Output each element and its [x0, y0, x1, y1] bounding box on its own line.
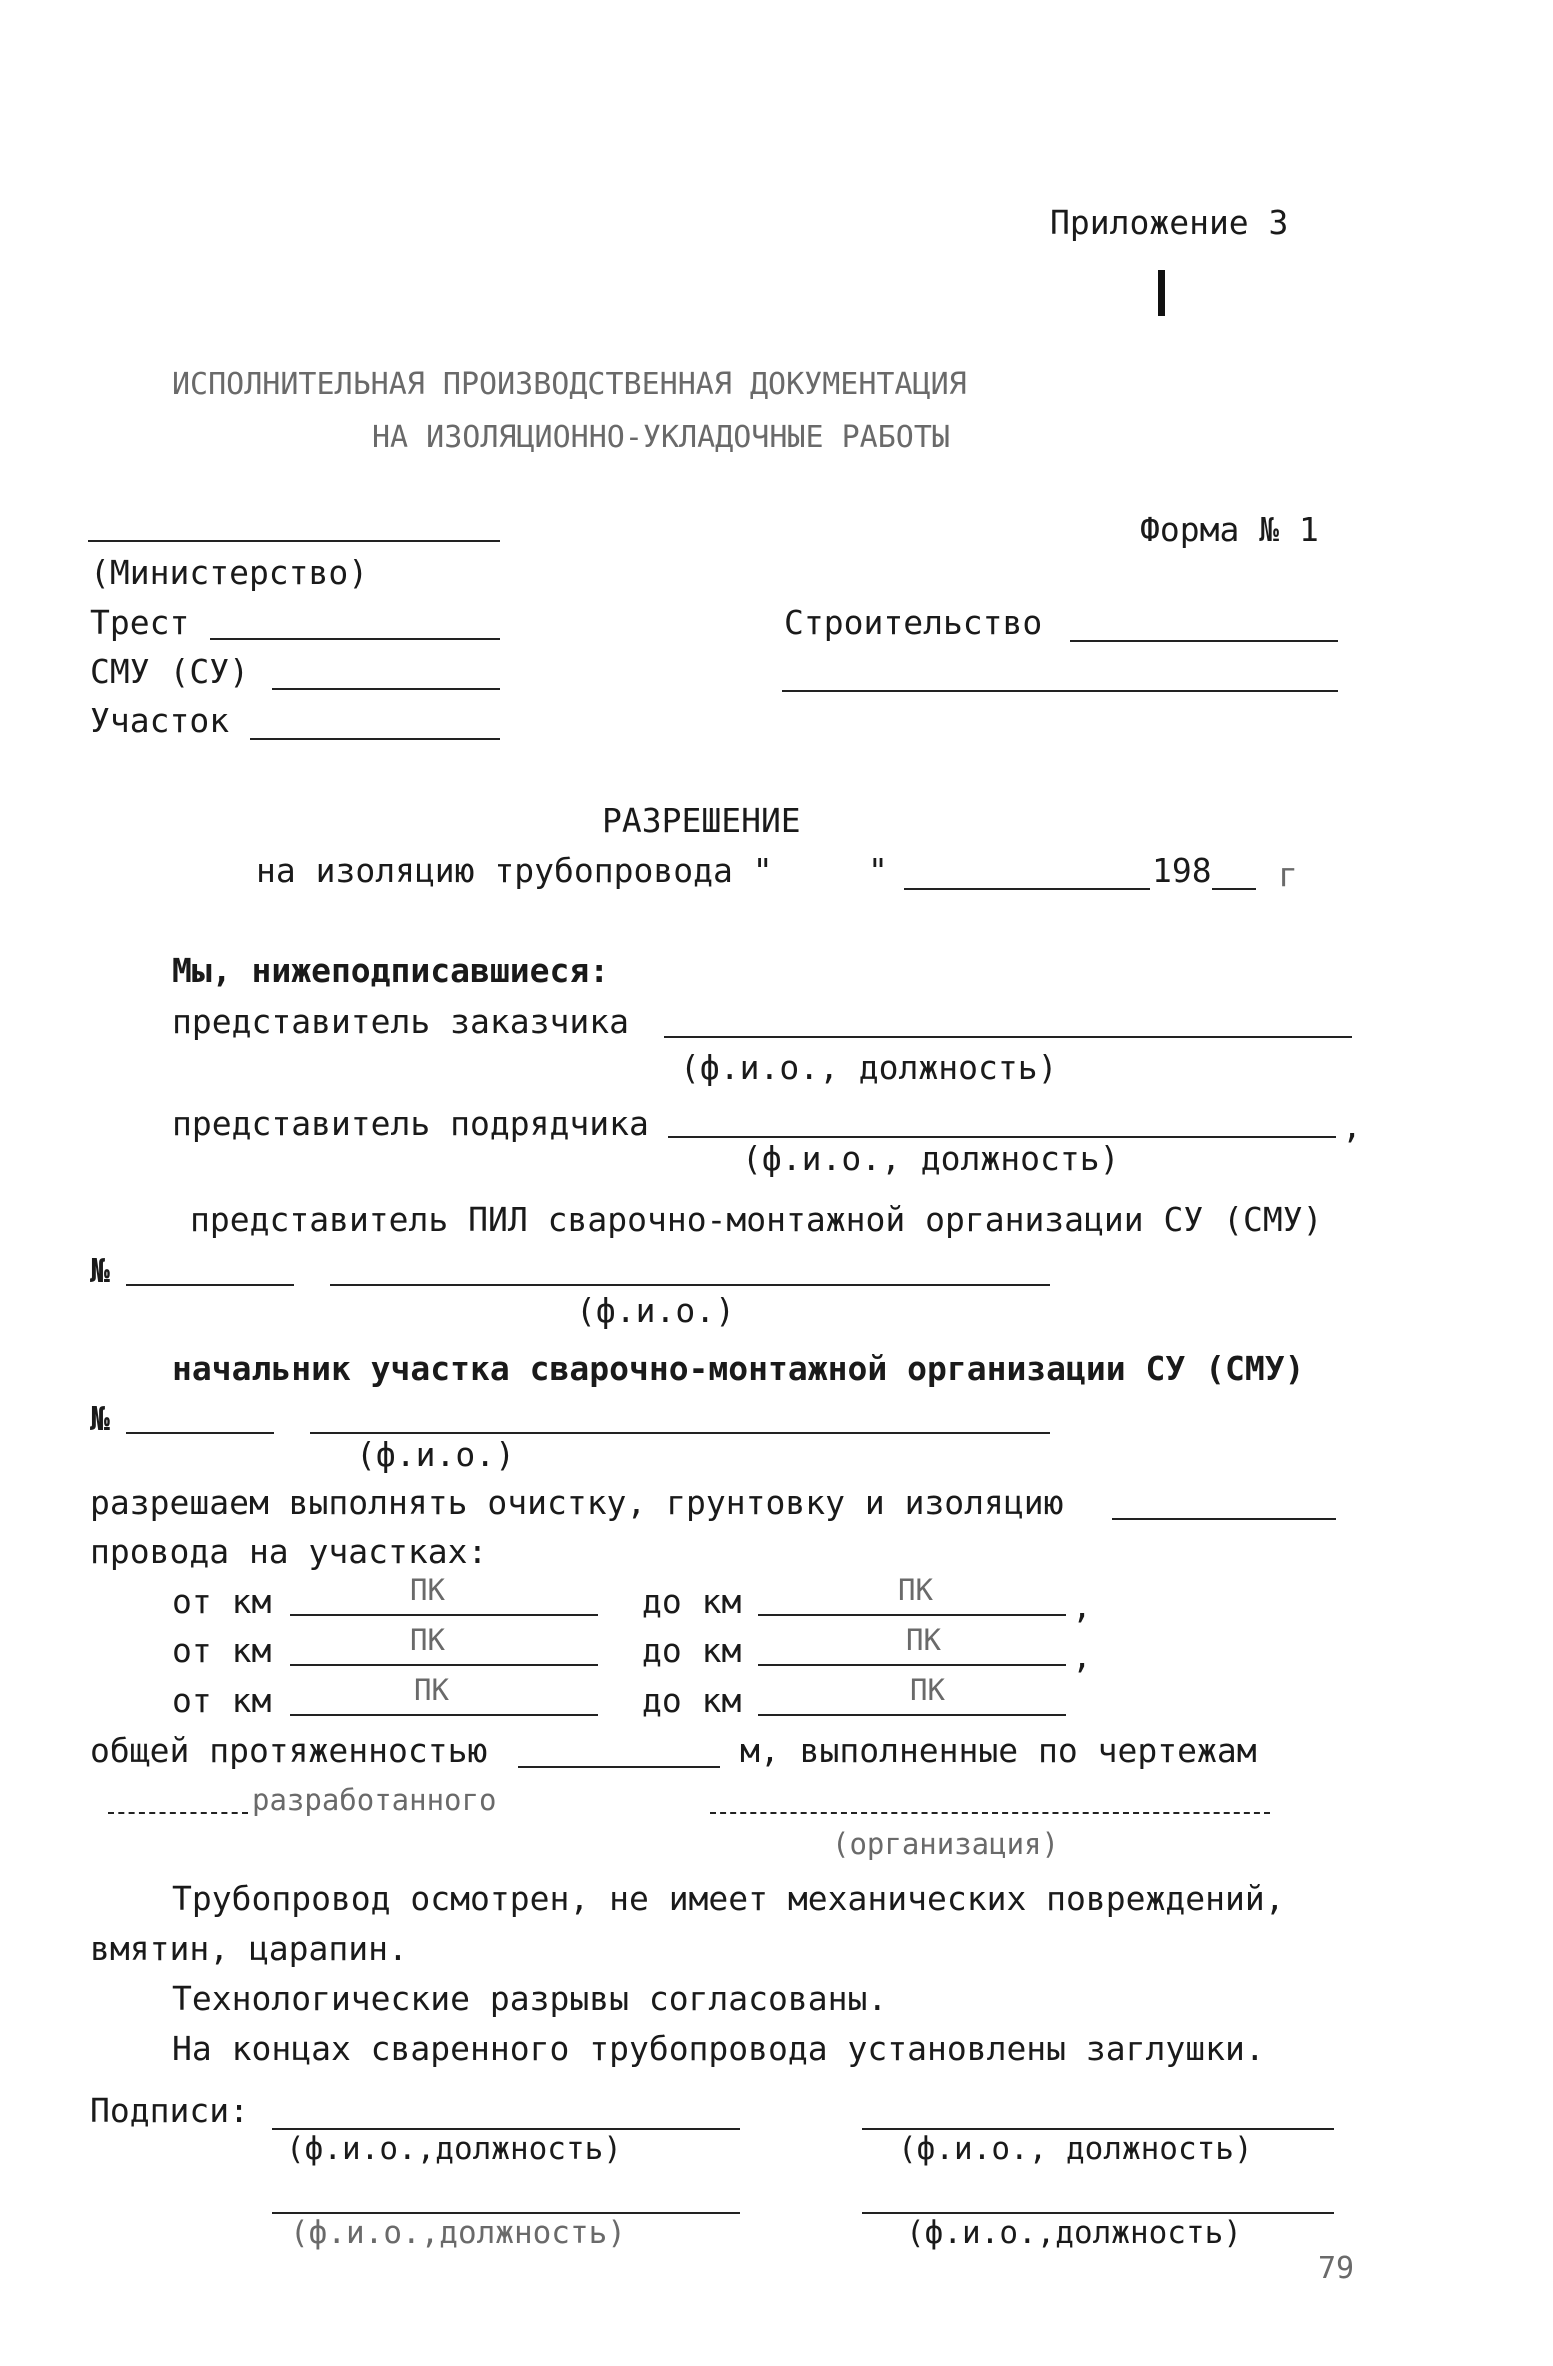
date-year: 198	[1152, 851, 1212, 890]
construction-line	[1070, 640, 1338, 642]
chief-name-caption: (ф.и.о.)	[356, 1435, 515, 1474]
signatures-label: Подписи:	[90, 2091, 249, 2130]
segment-end: ,	[1072, 1587, 1092, 1626]
developed-label: разработанного	[252, 1783, 497, 1817]
chief-number-line	[126, 1432, 274, 1434]
note-plugs: На концах сваренного трубопровода установлены заглушки.	[172, 2029, 1265, 2068]
date-line	[904, 888, 1150, 890]
segment-to-line	[758, 1714, 1066, 1716]
segment-to-line	[758, 1614, 1066, 1616]
organization-line	[710, 1812, 1270, 1814]
form-number: Форма № 1	[1140, 510, 1319, 549]
contractor-rep-caption: (ф.и.о., должность)	[742, 1139, 1120, 1178]
signature-caption: (ф.и.о.,должность)	[290, 2215, 626, 2251]
signature-line	[862, 2128, 1334, 2130]
construction-line-2	[782, 690, 1338, 692]
allow-line	[1112, 1518, 1336, 1520]
segment-to-label: до км	[642, 1582, 742, 1621]
customer-rep-label: представитель заказчика	[172, 1002, 629, 1041]
page-number: 79	[1318, 2251, 1355, 2286]
pil-name-line	[330, 1284, 1050, 1286]
segment-pk-from: ПК	[414, 1673, 449, 1707]
signature-line	[272, 2212, 740, 2214]
pil-number-line	[126, 1284, 294, 1286]
doc-title: РАЗРЕШЕНИЕ	[602, 801, 801, 840]
doc-subtitle: на изоляцию трубопровода "	[256, 851, 773, 890]
contractor-rep-label: представитель подрядчика	[172, 1104, 649, 1143]
section-line	[250, 738, 500, 740]
segment-from-line	[290, 1664, 598, 1666]
doc-category-line2: НА ИЗОЛЯЦИОННО-УКЛАДОЧНЫЕ РАБОТЫ	[372, 420, 950, 455]
segment-pk-to: ПК	[906, 1623, 941, 1657]
appendix-label: Приложение 3	[1050, 203, 1289, 242]
allow-text: разрешаем выполнять очистку, грунтовку и изоляцию	[90, 1483, 1064, 1522]
pil-number-sign: №	[90, 1251, 110, 1290]
section-label: Участок	[90, 701, 230, 740]
segment-pk-to: ПК	[910, 1673, 945, 1707]
segment-from-label: от км	[172, 1631, 272, 1670]
contractor-rep-line	[668, 1136, 1336, 1138]
segment-from-label: от км	[172, 1681, 272, 1720]
note-inspection-cont: вмятин, царапин.	[90, 1929, 408, 1968]
date-quote: "	[868, 851, 888, 890]
trust-label: Трест	[90, 603, 190, 642]
customer-rep-line	[664, 1036, 1352, 1038]
segment-pk-to: ПК	[898, 1573, 933, 1607]
segment-pk-from: ПК	[410, 1623, 445, 1657]
contractor-comma: ,	[1342, 1107, 1362, 1146]
drawings-label: м, выполненные по чертежам	[740, 1731, 1257, 1770]
smu-line	[272, 688, 500, 690]
segment-from-line	[290, 1614, 598, 1616]
chief-number-sign: №	[90, 1399, 110, 1438]
organization-caption: (организация)	[832, 1827, 1059, 1861]
segment-end: ,	[1072, 1637, 1092, 1676]
total-length-label: общей протяженностью	[90, 1731, 488, 1770]
ministry-label: (Министерство)	[90, 553, 369, 592]
year-line	[1212, 888, 1256, 890]
segment-to-label: до км	[642, 1681, 742, 1720]
construction-label: Строительство	[784, 603, 1043, 642]
signature-line	[862, 2212, 1334, 2214]
drawings-line	[108, 1812, 248, 1814]
customer-rep-caption: (ф.и.о., должность)	[680, 1048, 1058, 1087]
pipe-sections-label: провода на участках:	[90, 1532, 488, 1571]
note-inspection: Трубопровод осмотрен, не имеет механических повреждений,	[172, 1879, 1285, 1918]
trust-line	[210, 638, 500, 640]
we-undersigned: Мы, нижеподписавшиеся:	[172, 951, 610, 990]
chief-label: начальник участка сварочно-монтажной организации СУ (СМУ)	[172, 1349, 1305, 1388]
segment-pk-from: ПК	[410, 1573, 445, 1607]
year-suffix: г	[1278, 855, 1298, 894]
segment-from-line	[290, 1714, 598, 1716]
note-gaps: Технологические разрывы согласованы.	[172, 1979, 888, 2018]
signature-caption: (ф.и.о., должность)	[898, 2131, 1253, 2167]
segment-from-label: от км	[172, 1582, 272, 1621]
pil-rep-label: представитель ПИЛ сварочно-монтажной организации СУ (СМУ)	[190, 1200, 1323, 1239]
signature-line	[272, 2128, 740, 2130]
ministry-line	[88, 540, 500, 542]
pil-name-caption: (ф.и.о.)	[576, 1291, 735, 1330]
margin-mark	[1158, 270, 1165, 316]
signature-caption: (ф.и.о.,должность)	[906, 2215, 1242, 2251]
segment-to-label: до км	[642, 1631, 742, 1670]
total-length-line	[518, 1766, 720, 1768]
chief-name-line	[310, 1432, 1050, 1434]
doc-category-line1: ИСПОЛНИТЕЛЬНАЯ ПРОИЗВОДСТВЕННАЯ ДОКУМЕНТАЦИЯ	[172, 367, 967, 402]
signature-caption: (ф.и.о.,должность)	[286, 2131, 622, 2167]
smu-label: СМУ (СУ)	[90, 652, 249, 691]
segment-to-line	[758, 1664, 1066, 1666]
